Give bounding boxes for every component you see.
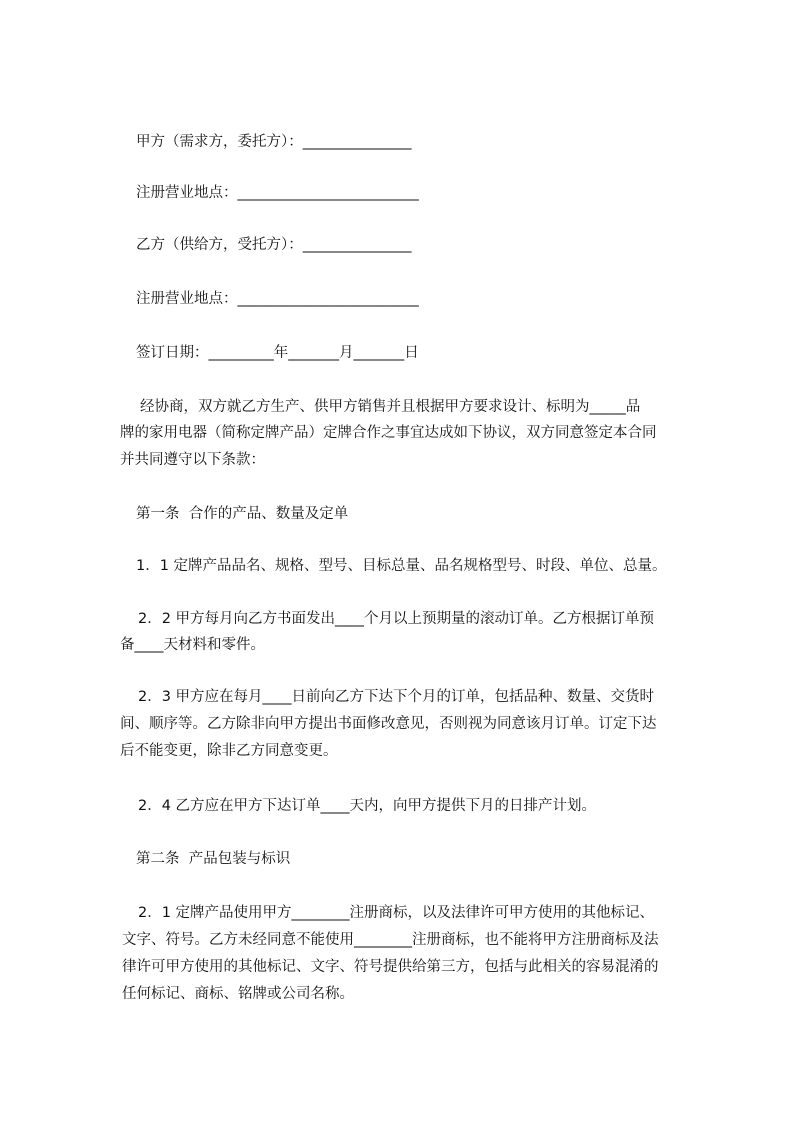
clause-2-2-line: 备____天材料和零件。 [120, 637, 265, 653]
clause-2-3-line: 后不能变更，除非乙方同意变更。 [120, 743, 338, 759]
article-2-title: 第二条 产品包装与标识 [136, 851, 291, 867]
clause-2-1-line: 任何标记、商标、铭牌或公司名称。 [122, 986, 354, 1002]
party-a-address-field: 注册营业地点：_________________________ [136, 185, 419, 201]
clause-2-1-line: 律许可甲方使用的其他标记、文字、符号提供给第三方，包括与此相关的容易混淆的 [122, 959, 659, 975]
clause-2-2-line: 2．2 甲方每月向乙方书面发出____个月以上预期量的滚动订单。乙方根据订单预 [138, 611, 655, 627]
party-a-field: 甲方（需求方，委托方）：_______________ [136, 134, 412, 150]
preamble-line: 经协商，双方就乙方生产、供甲方销售并且根据甲方要求设计、标明为_____品 [140, 399, 641, 415]
preamble-line: 牌的家用电器（简称定牌产品）定牌合作之事宜达成如下协议，双方同意签定本合同 [120, 425, 657, 441]
clause-2-3-line: 间、顺序等。乙方除非向甲方提出书面修改意见，否则视为同意该月订单。订定下达 [120, 716, 657, 732]
party-b-field: 乙方（供给方，受托方）：_______________ [136, 237, 412, 253]
party-b-address-field: 注册营业地点：_________________________ [136, 291, 419, 307]
clause-2-1-line: 2．1 定牌产品使用甲方________注册商标，以及法律许可甲方使用的其他标记、 [138, 905, 655, 921]
preamble-line: 并共同遵守以下条款： [120, 452, 265, 468]
sign-date-field: 签订日期：_________年_______月_______日 [136, 345, 419, 361]
article-1-title: 第一条 合作的产品、数量及定单 [136, 506, 349, 522]
clause-1-1: 1．1 定牌产品品名、规格、型号、目标总量、品名规格型号、时段、单位、总量。 [136, 558, 667, 574]
clause-2-4: 2．4 乙方应在甲方下达订单____天内，向甲方提供下月的日排产计划。 [138, 798, 597, 814]
clause-2-1-line: 文字、符号。乙方未经同意不能使用________注册商标，也不能将甲方注册商标及法 [122, 932, 659, 948]
clause-2-3-line: 2．3 甲方应在每月____日前向乙方下达下个月的订单，包括品种、数量、交货时 [138, 689, 655, 705]
